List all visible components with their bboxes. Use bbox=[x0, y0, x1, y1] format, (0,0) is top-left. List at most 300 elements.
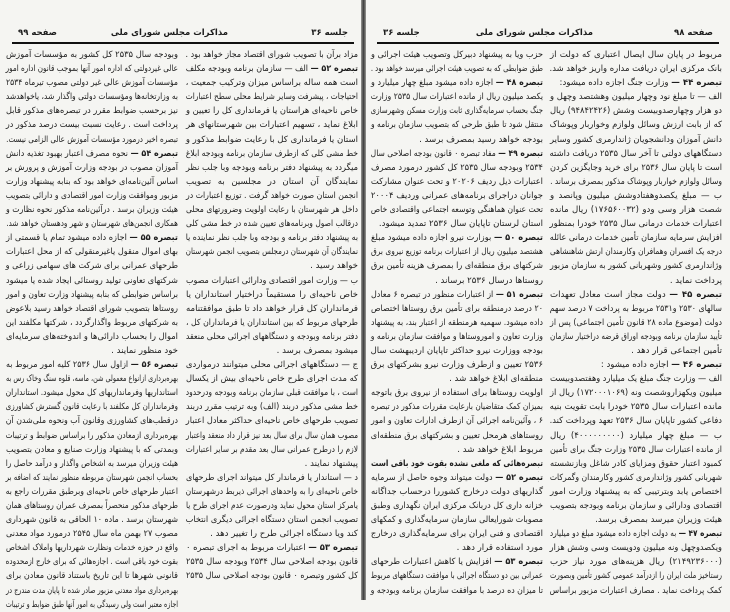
line-text: تبصره اخیر درمورد مؤسسات آموزش عالی الزامی نیست. bbox=[6, 134, 179, 145]
session-number: جلسه ۳۶ bbox=[383, 28, 420, 38]
text-line bbox=[186, 499, 358, 513]
note-heading: تبصره ۴۹ — bbox=[498, 148, 543, 159]
line-text: وفرمانداران کل مکلفند با رعایت قانون گسترش کشاورزی bbox=[5, 402, 179, 413]
text-line bbox=[6, 203, 178, 217]
line-text: بهره‌برداری مواد معدنی مزبور صادر شده تا پایان مدت مندرج در bbox=[6, 585, 178, 596]
note-heading: تبصره ۴۸ — bbox=[495, 78, 543, 89]
line-text: هشتصد میلیون ریال از اعتبارات برنامه توزیع نیروی برق bbox=[371, 247, 543, 258]
line-text: ب — وزارت امور اقتصادی ودارائی اعتبارات مصوب bbox=[185, 275, 358, 286]
line-text: رستاخیز ملت ایران را ازدرآمد عمومی کشور تأمین وبصورت bbox=[550, 571, 722, 582]
line-text: مصوبات شورایعالی سازمان سرمایه‌گذاری و کمکهای bbox=[370, 515, 543, 526]
line-text: درقالب اصول وبرنامه‌های تعیین شده در خط مشی کلی bbox=[186, 219, 358, 230]
text-line bbox=[186, 118, 358, 132]
text-line bbox=[371, 471, 543, 485]
line-text: بودجه خواهد رسید بمصرف برسد . bbox=[419, 134, 543, 145]
line-text: شرکتهای برق منطقه‌ای را بمصرف هزینه تأمین برق bbox=[371, 261, 543, 272]
text-line bbox=[371, 457, 543, 471]
line-text: دفاعی کشور تاپایان سال ۲۵۳۶ تعهد وپرداخت کند. bbox=[549, 416, 722, 427]
line-text: میلیون ویکهزاروشصت ونه (۱۷۲۰۰۰۱۰۶۹) ریال از bbox=[550, 388, 722, 399]
text-line bbox=[550, 471, 722, 485]
text-line bbox=[6, 175, 178, 189]
text-line bbox=[550, 330, 722, 344]
right-page bbox=[365, 0, 730, 600]
text-line bbox=[371, 344, 543, 358]
line-text: میشود بمصرف برسد . bbox=[276, 345, 358, 356]
line-text: از اعتبارات منظور در تبصره ۶ معادل bbox=[371, 289, 496, 300]
line-text: تصویب طرحهای خاص ناحیه‌ای حداکثر معادل اعتبار bbox=[185, 416, 358, 427]
text-line bbox=[186, 288, 358, 302]
line-text: خود منظور نمایند . bbox=[111, 345, 178, 356]
text-line bbox=[6, 48, 178, 62]
line-text: ابلاغ نماید ، تسهیم اعتبارات بین شهرستانهای هر bbox=[186, 120, 358, 131]
text-line bbox=[186, 133, 358, 147]
line-text: کمبود اعتبار حقوق ومزایای کادر شاغل وبازنشسته bbox=[550, 458, 722, 469]
text-line bbox=[6, 471, 178, 485]
text-line bbox=[186, 344, 358, 358]
text-line bbox=[6, 400, 178, 414]
text-line bbox=[550, 400, 722, 414]
line-text: بودجه ووزارت نیرو حداکثر تاپایان اردیبهشت سال bbox=[370, 345, 543, 356]
page-number: صفحه ۹۹ bbox=[18, 28, 57, 38]
line-text: که از بابت ارزش وسائل ولوازم وخواربار وپوشاک bbox=[549, 120, 722, 131]
text-line bbox=[186, 555, 358, 569]
line-text: خاص ناحیه‌ای هراستان یا فرمانداری کل را تعیین و bbox=[186, 106, 358, 117]
line-text: د — استاندار یا فرماندار کل میتواند اجرای طرحهای bbox=[186, 472, 358, 483]
text-line bbox=[6, 499, 178, 513]
text-line bbox=[6, 513, 178, 527]
line-text: بهره‌برداری ازمعادن مذکور را براساس ضوابط و ترتیبات bbox=[5, 430, 179, 441]
line-text: داده میشود. سهمیه هرمنطقه از اعتبار بند، به پیشنهاد bbox=[371, 317, 543, 328]
line-text: ب — مبلغ چهار میلیارد (۴۰۰۰۰۰۰۰۰۰) ریال bbox=[550, 430, 722, 441]
text-line bbox=[6, 104, 178, 118]
line-text: دانش آموزان ودانشجویان ژاندارمری کشور وسایر bbox=[550, 134, 722, 145]
header-rule bbox=[12, 42, 354, 44]
text-line bbox=[371, 584, 543, 598]
text-line bbox=[550, 147, 722, 161]
line-text: الف — سازمان برنامه وبودجه مکلف bbox=[185, 64, 311, 75]
line-text: مربوط در پایان سال ایصال اعتباری که دولت از bbox=[550, 50, 722, 60]
line-text: ۶ ، وآئین‌نامه اجرائی آن ازطرف ادارات تعاون و امور bbox=[371, 416, 543, 427]
line-text: تأمین اجتماعی قرار دهد . bbox=[631, 345, 722, 356]
text-line bbox=[186, 443, 358, 457]
text-line bbox=[550, 302, 722, 316]
line-text: نیز برحسب ضوابط مقرر در تبصره‌های مذکور قابل bbox=[6, 106, 178, 117]
text-line bbox=[371, 555, 543, 569]
text-line bbox=[186, 386, 358, 400]
line-text: وزارت جنگ اجازه داده میشود: bbox=[559, 78, 672, 89]
text-line bbox=[6, 302, 178, 316]
text-line bbox=[550, 118, 722, 132]
line-text: ۲۵۳۶ تعیین و ازطرف وزارت نیرو بشرکتهای برق bbox=[370, 360, 543, 371]
line-text: اعتبار طرحهای خاص ناحیه‌ای وبرطبق مقررات راجع به bbox=[5, 486, 178, 497]
text-line bbox=[186, 302, 358, 316]
line-text: بانک مرکزی ایران دریافت مداره واریز خواهد شد. bbox=[549, 64, 722, 75]
text-line bbox=[186, 457, 358, 471]
text-line bbox=[550, 499, 722, 513]
text-line bbox=[371, 62, 543, 76]
text-line bbox=[186, 330, 358, 344]
line-text: مورد استفاده قرار دهد . bbox=[456, 543, 543, 554]
text-line bbox=[186, 76, 358, 90]
text-line bbox=[371, 288, 543, 302]
text-line bbox=[371, 358, 543, 372]
line-text: مصوب ۲۷ بهمن ماه سال ۲۵۴۵ درمورد مواد معدنی bbox=[6, 529, 178, 540]
text-line bbox=[186, 358, 358, 372]
line-text: اموال را بحساب دارائی‌ها و اندوخته‌های سرمایه‌ای bbox=[5, 331, 179, 342]
line-text: مزاد برآن با تصویب شورای اقتصاد مجاز خواهد بود . bbox=[185, 50, 358, 60]
text-line bbox=[6, 414, 178, 428]
text-line bbox=[6, 485, 178, 499]
text-line bbox=[371, 330, 543, 344]
text-line bbox=[186, 485, 358, 499]
note-heading: تبصره ۵۱ — bbox=[495, 289, 544, 300]
line-text: اعتبارات ذیل ردیف ۲۰۲۰۶ و تحت عنوان مشارکت bbox=[370, 176, 543, 187]
text-line bbox=[550, 189, 722, 203]
line-text: ج — دستگاههای اجرائی محلی میتوانند درمواردی bbox=[185, 360, 358, 371]
text-line bbox=[6, 245, 178, 259]
line-text: دفتر برنامه وبودجه و دستگاههای اجرائی محلی منعقد bbox=[185, 331, 358, 342]
note-heading: تبصره ۵۶ — bbox=[130, 360, 178, 371]
line-text: که مدت اجرای طرح خاص ناحیه‌ای بیش از یکسال bbox=[186, 374, 358, 385]
line-text: شهربانی کشور وژاندارمری کشور وکارمندان وگمرکات bbox=[549, 472, 722, 483]
line-text: گذاریهای دولت درخارج کشوررا درحساب جداگانه bbox=[371, 486, 543, 497]
line-text: استان یا فرمانداری کل با رعایت ضوابط مذکور و bbox=[185, 134, 358, 145]
line-text: الف — وزارت جنگ مبلغ یک میلیارد وهفتصدوبیست bbox=[550, 374, 722, 385]
text-line bbox=[186, 161, 358, 175]
text-column-left bbox=[6, 48, 178, 612]
text-line bbox=[186, 400, 358, 414]
line-text: شرکتهای تعاونی تولید روستائی ایجاد شده یا میشود bbox=[6, 275, 178, 286]
note-heading: تبصره ۵۰ — bbox=[493, 233, 543, 244]
text-line bbox=[550, 358, 722, 372]
text-column-right bbox=[186, 48, 358, 584]
line-text: قانونی شهرها تا این تاریخ باستناد قانون معادن برای bbox=[6, 571, 178, 582]
text-line bbox=[371, 203, 543, 217]
line-text: طرحهای عمرانی برای شرکت های سهامی زراعی و bbox=[5, 261, 179, 272]
text-line bbox=[371, 499, 543, 513]
page-number: صفحه ۹۸ bbox=[674, 28, 713, 38]
text-line bbox=[371, 161, 543, 175]
running-title: مذاکرات مجلس شورای ملی bbox=[110, 28, 228, 38]
line-text: وسائل ولوازم خواربار وپوشاک مذکور بمصرف برساند . bbox=[550, 176, 722, 187]
text-line bbox=[550, 513, 722, 527]
line-text: وزارت تعاون و اموروستاها و موافقت سازمان برنامه و bbox=[370, 331, 543, 342]
line-text: اعتبارات مربوط به اجرای تبصره ۰ bbox=[185, 543, 309, 554]
text-line bbox=[6, 541, 178, 555]
line-text: استانداریها وفرمانداریهای کل محول میشود. استانداران bbox=[5, 388, 178, 399]
text-line bbox=[550, 527, 722, 541]
text-line bbox=[6, 344, 178, 358]
text-line bbox=[6, 189, 178, 203]
text-line bbox=[550, 274, 722, 288]
line-text: مفاد تبصره ۰ قانون بودجه اصلاحی سال bbox=[370, 148, 499, 159]
text-line bbox=[371, 485, 543, 499]
line-text: منطقه‌ای ابلاغ خواهد شد . bbox=[449, 374, 543, 385]
text-line bbox=[550, 175, 722, 189]
text-line bbox=[6, 555, 178, 569]
text-line bbox=[550, 217, 722, 231]
text-line bbox=[6, 457, 178, 471]
text-line bbox=[6, 147, 178, 161]
text-line bbox=[371, 175, 543, 189]
text-line bbox=[550, 443, 722, 457]
line-text: بقوت خود باقی است . اجازه‌هائی که برای خارج ازمحدوده bbox=[5, 557, 179, 568]
text-line bbox=[550, 161, 722, 175]
text-line bbox=[6, 443, 178, 457]
text-line bbox=[6, 288, 178, 302]
note-heading: تبصره ۵۳ — bbox=[494, 557, 543, 568]
text-line bbox=[6, 161, 178, 175]
text-line bbox=[6, 569, 178, 583]
line-text: خزانه داری کل دربانک مرکزی ایران نگهداری وطبق bbox=[370, 501, 543, 511]
line-text: بمیزان کمک متقاضیان بارعایت مقررات مذکور در تبصره bbox=[371, 402, 543, 413]
text-line bbox=[186, 429, 358, 443]
line-text: جنگ بحساب سرمایه‌گذاری ثابت وزارت مسکن وشهرسازی bbox=[370, 106, 543, 117]
note-heading: تبصره ۴۴ — bbox=[671, 78, 722, 89]
text-line bbox=[6, 118, 178, 132]
line-text: نمایندگان آن استان در مجلسین به تصویب bbox=[186, 176, 358, 187]
running-title: مذاکرات مجلس شورای ملی bbox=[475, 28, 593, 38]
text-line bbox=[186, 175, 358, 189]
line-text: مزبور وموافقت وزارت امور اقتصادی و دارائی بتصویب bbox=[5, 190, 179, 201]
text-line bbox=[371, 443, 543, 457]
text-line bbox=[550, 555, 722, 569]
text-column-left bbox=[371, 48, 543, 598]
text-line bbox=[550, 414, 722, 428]
text-line bbox=[550, 288, 722, 302]
text-line bbox=[186, 372, 358, 386]
text-line bbox=[186, 414, 358, 428]
line-text: (۲۱۴۹۲۳۶۰۰۰) ریال هزینه‌های مورد نیاز حزب bbox=[550, 557, 722, 568]
line-text: اختصاص یابد وبترتیبی که به پیشنهاد وزارت امور bbox=[550, 486, 722, 497]
text-line bbox=[6, 62, 178, 76]
line-text: دولت مجاز است معادل تعهدات bbox=[550, 289, 670, 300]
text-line bbox=[6, 372, 178, 386]
line-text: به وزارتخانه‌ها ومؤسسات دولتی واگذار شد، یاخواهدشد bbox=[5, 92, 179, 103]
line-text: آموزان مصوب در بودجه وزارت آموزش و پرورش بر bbox=[5, 162, 178, 173]
text-line bbox=[6, 133, 178, 147]
line-text: طرحهای مربوط که بین استانداران یا فرمانداران کل ، bbox=[186, 317, 358, 328]
line-text: استان لرستان تاپایان سال ۲۵۳۶ تمدید میشود. bbox=[378, 219, 543, 230]
text-line bbox=[186, 259, 358, 273]
line-text: وبمدتی که با پیشنهاد وزارت صنایع و معادن بتصویب bbox=[6, 444, 178, 455]
text-line bbox=[371, 48, 543, 62]
text-line bbox=[550, 584, 722, 598]
text-line bbox=[550, 344, 722, 358]
line-text: هیئت وزیران میرسد به اشخاص واگذار و درآمد حاصل را bbox=[5, 458, 178, 469]
line-text: خاص ناحیه‌ای را به واحدهای اجرائی ذیربط درشهرستان bbox=[185, 486, 358, 497]
line-text: اقتصادی ودارائی و سازمان برنامه وبودجه بتصویب bbox=[549, 501, 722, 511]
line-text: ۲۰ درصد درمنطقه برای تأمین برق روستاها اختصاص bbox=[371, 303, 543, 314]
line-text: به پیشنهاد دفتر برنامه و بودجه وبا جلب نظر نماینده یا bbox=[185, 233, 358, 244]
text-line bbox=[550, 231, 722, 245]
line-text: انجمن استان صورت خواهد گرفت . توزیع اعتبارات در bbox=[186, 190, 358, 201]
text-line bbox=[6, 386, 178, 400]
line-text: بهره‌برداری ازانواع معمولی شن، ماسه، قلوه سنگ وخاک رس به bbox=[6, 374, 178, 385]
line-text: نحوه مصرف اعتبار بهبود تغذیه دانش bbox=[6, 148, 131, 159]
line-text: تبصره‌هائی که ملغی نشده بقوت خود باقی است bbox=[371, 458, 543, 469]
line-text: منتقل شود تا طبق طرحی که بتصویب سازمان برنامه و bbox=[371, 120, 543, 131]
line-text: پیشنهاد نمایند . bbox=[304, 458, 358, 469]
line-text: پرداخت است . رعایت نسبت بیست درصد مذکور در bbox=[5, 120, 179, 131]
line-text: است تا پایان سال ۲۵۳۶ برای خرید وجایگزین کردن bbox=[550, 162, 723, 173]
text-line bbox=[550, 259, 722, 273]
text-line bbox=[371, 76, 543, 90]
text-line bbox=[371, 400, 543, 414]
text-line bbox=[371, 189, 543, 203]
text-line bbox=[371, 414, 543, 428]
line-text: درجه یک افسران وهمافران وکارمندان ارتش شاهنشاهی bbox=[549, 247, 722, 258]
line-text: اجازه داده میشود : bbox=[600, 360, 672, 371]
text-line bbox=[371, 274, 543, 288]
line-text: براساس ضوابطی که بنابه پیشنهاد وزارت تعاون و امور bbox=[6, 289, 178, 300]
line-text: ب — مبلغ یکصدوهفتادوشش میلیون وپانصد و bbox=[550, 190, 722, 201]
line-text: افزایش یا کاهش اعتبارات طرحهای bbox=[371, 557, 495, 568]
line-text: مانده اعتبارات سال ۲۵۳۵ خودرا بابت تقویت بنیه bbox=[549, 402, 722, 413]
note-heading: تبصره ۵۲ — bbox=[495, 472, 543, 483]
line-text: دولت میتواند وجوه حاصل از سرمایه bbox=[371, 472, 496, 483]
text-line bbox=[186, 104, 358, 118]
text-line bbox=[550, 386, 722, 400]
note-heading: تبصره ۵۲ — bbox=[310, 64, 358, 75]
text-line bbox=[550, 457, 722, 471]
text-line bbox=[550, 372, 722, 386]
note-heading: تبصره ۵۳ — bbox=[308, 543, 358, 554]
text-line bbox=[6, 429, 178, 443]
line-text: خط مشی مذکور دربند (الف) وبه ترتیب مقرر دربند bbox=[186, 402, 358, 413]
line-text: شهرستان برسد . ماده ۱۰ الحاقی به قانون شهرداری bbox=[5, 515, 178, 526]
text-line bbox=[550, 104, 722, 118]
line-text: همکاری انجمن‌های شهرستان و شهر ودهستان خواهد شد. bbox=[6, 219, 179, 230]
line-text: کمک پرداخت نماید . مصارف اعتبارات مزبور براساس bbox=[549, 585, 722, 596]
line-text: میگردد به پیشنهاد دفتر برنامه وبودجه وبا جلب نظر bbox=[185, 162, 358, 173]
text-line bbox=[186, 62, 358, 76]
text-line bbox=[371, 386, 543, 400]
book-spine bbox=[361, 0, 366, 600]
line-text: کند ویا دستگاه اجرائی طرح را تغییر دهد . bbox=[210, 529, 358, 540]
text-line bbox=[371, 245, 543, 259]
text-line bbox=[371, 90, 543, 104]
line-text: جوانان دراجرای برنامه‌های عمرانی وردیف ۲۰۰۰۴ bbox=[370, 190, 543, 201]
line-text: خواهد رسید . bbox=[310, 261, 358, 272]
line-text: لازم را درطرح عمرانی سال بعد مقدم بر سایر اعتبارات bbox=[185, 444, 358, 455]
text-line bbox=[371, 541, 543, 555]
line-text: ازاول سال ۲۵۳۶ کلیه امور مربوط به bbox=[6, 360, 131, 371]
text-line bbox=[186, 541, 358, 555]
text-line bbox=[550, 245, 722, 259]
header-rule bbox=[377, 42, 719, 44]
text-line bbox=[186, 274, 358, 288]
line-text: هیئت وزیران میرسد بمصرف برسد. bbox=[595, 515, 722, 526]
line-text: خط مشی کلی که ازطرف سازمان برنامه وبودجه ابلاغ bbox=[185, 148, 358, 159]
text-column-right bbox=[550, 48, 722, 598]
line-text: بحساب انجمن شهرستان مربوطه منظور نمایند که اضافه بر bbox=[5, 472, 179, 483]
text-line bbox=[186, 189, 358, 203]
text-line bbox=[550, 90, 722, 104]
text-line bbox=[6, 76, 178, 90]
note-heading: تبصره ۵۴ — bbox=[130, 148, 178, 159]
line-text: اجازه داده میشود مبلغ چهار میلیارد و bbox=[371, 78, 496, 89]
line-text: به دولت اجازه داده میشود مبلغ دو میلیارد bbox=[549, 529, 679, 540]
text-line bbox=[186, 471, 358, 485]
text-line bbox=[6, 527, 178, 541]
line-text: داخل هر شهرستان با رعایت اولویت وضرورتهای محلی bbox=[186, 205, 358, 216]
text-line bbox=[550, 76, 722, 90]
text-line bbox=[371, 429, 543, 443]
line-text: تصویب انجمن استان دستگاه اجرائی دیگری انتخاب bbox=[185, 515, 358, 526]
text-line bbox=[6, 274, 178, 288]
text-line bbox=[371, 372, 543, 386]
session-number: جلسه ۳۶ bbox=[311, 28, 348, 38]
text-line bbox=[6, 259, 178, 273]
line-text: طرحهای مذکور منحصراً بمصرف عمران روستاهای همان bbox=[6, 501, 178, 511]
text-line bbox=[550, 429, 722, 443]
line-text: عمرانی بین دو دستگاه اجرائی با موافقت دستگاههای مربوط bbox=[370, 571, 543, 582]
line-text: مربوط ابلاغ خواهد شد . bbox=[457, 444, 543, 455]
line-text: دولت (موضوع ماده ۲۸ قانون تأمین اجتماعی) پس از bbox=[550, 317, 723, 328]
left-page-header bbox=[18, 28, 348, 42]
line-text: تحت عنوان هماهنگی وتوسعه اجتماعی واقتصادی خاص bbox=[370, 205, 543, 216]
left-page bbox=[0, 0, 365, 610]
text-line bbox=[186, 569, 358, 583]
line-text: اقتصادی و فنی ایران برای سرمایه‌گذاری درخارج bbox=[370, 529, 543, 540]
line-text: روستاها درسال ۲۵۳۶ برساند . bbox=[435, 275, 543, 286]
text-line bbox=[550, 62, 722, 76]
line-text: نمایندگان آن شهرستان درمجلس بتصویب انجمن شهرستان bbox=[185, 247, 358, 258]
line-text: اولویت روستاها برای استفاده از نیروی برق باتوجه bbox=[371, 388, 543, 399]
text-line bbox=[371, 133, 543, 147]
line-text: سالهای ۲۵۳۰ و۲۵۳۱ مربوط به پرداخت ۷ درصد سهم bbox=[549, 303, 722, 314]
text-line bbox=[371, 527, 543, 541]
text-line bbox=[186, 203, 358, 217]
line-text: احتیاجات ، پیشرفت وسایر شرایط محلی سطح اعتبارات bbox=[185, 92, 358, 103]
text-line bbox=[371, 569, 543, 583]
text-line bbox=[550, 485, 722, 499]
line-text: اجازه معتبر است ولی رسیدگی به امور آنها طبق ضوابط و ترتیبات bbox=[5, 599, 179, 610]
line-text: روستاهای هرمحل تعیین و بشرکتهای برق منطقه‌ای bbox=[370, 430, 543, 441]
line-text: طبق ضوابطی که به تصویب هیئت اجرائی میرسد خواهد بود . bbox=[370, 64, 543, 75]
line-text: دو هزار وچهارصدوبیست وشش (۹۴۸۴۲۴۲۶) ریال bbox=[549, 106, 722, 117]
text-line bbox=[371, 118, 543, 132]
line-text: روستاها بتصویب شورای اقتصاد خواهد رسید بلاعوض bbox=[6, 303, 178, 314]
line-text: افزایش سرمایه سازمان تأمین خدمات درمانی عائله bbox=[549, 233, 722, 244]
text-line bbox=[371, 513, 543, 527]
line-text: اعتبارات خدمات درمانی سال ۲۵۳۵ خودرا بمنظور bbox=[549, 219, 722, 230]
line-text: تا میزان ده درصد با موافقت سازمان برنامه وبودجه و bbox=[370, 585, 543, 596]
text-line bbox=[371, 147, 543, 161]
text-line bbox=[6, 584, 178, 598]
text-line bbox=[6, 217, 178, 231]
line-text: است همه ساله براساس میزان وترکیب جمعیت ، bbox=[185, 78, 358, 89]
text-line bbox=[550, 133, 722, 147]
text-line bbox=[186, 217, 358, 231]
note-heading: تبصره ۴۶ — bbox=[671, 360, 722, 371]
line-text: وژاندارمری کشور وشهربانی کشور به سازمان مزبور bbox=[550, 261, 722, 272]
text-line bbox=[186, 316, 358, 330]
line-text: هیئت وزیران برسد . درآئین‌نامه مذکور نحوه نظارت و bbox=[6, 205, 178, 216]
line-text: ویکصدوچهل ونه میلیون ودویست وسی وشش هزار bbox=[549, 543, 722, 554]
text-line bbox=[186, 513, 358, 527]
text-line bbox=[371, 217, 543, 231]
line-text: فرمانداران کل قرار خواهد داد تا طبق موافقتنامه bbox=[185, 303, 358, 314]
line-text: الف — تا مبلغ نود وچهار میلیون وهشتصد وچهل و bbox=[550, 92, 722, 103]
line-text: قانون بودجه اصلاحی سال ۲۵۳۴ وبودجه سال ۲۵۳۵ bbox=[186, 557, 358, 568]
line-text: وبودجه سال ۲۵۳۵ کل کشور به مؤسسات آموزش bbox=[5, 50, 178, 60]
line-text: است ، با موافقت قبلی سازمان برنامه وبودجه ودرحدود bbox=[185, 388, 358, 399]
text-line bbox=[186, 527, 358, 541]
text-line bbox=[6, 90, 178, 104]
text-line bbox=[186, 245, 358, 259]
